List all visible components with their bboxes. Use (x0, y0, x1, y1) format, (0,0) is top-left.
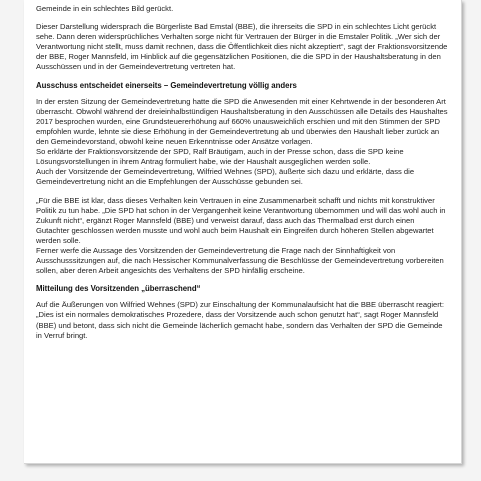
document-page (24, 0, 462, 464)
subheading-2: Mitteilung des Vorsitzenden „überraschend“ (36, 284, 201, 294)
paragraph-1: Dieser Darstellung widersprach die Bürgerliste Bad Emstal (BBE), die ihrerseits die SPD in ein schlechtes Licht gerückt sehe. Dann deren widersprüchliches Verhalten sorge nicht für Vertrauen der Bürger in die Emstaler Politik. „Wer sich der Verantwortung nicht stellt, muss damit rechnen, dass die Öffentlichkeit dies nicht akzeptiert“, sagt der Fraktionsvorsitzende der BBE, Roger Mannsfeld, im Hinblick auf die gegensätzlichen Positionen, die die SPD in der Haushaltsberatung in den Ausschüssen und in der Gemeindevertretung vertreten hat. (36, 22, 448, 72)
paragraph-0: Gemeinde in ein schlechtes Bild gerückt. (36, 4, 174, 13)
article-body (36, 4, 448, 349)
paragraph-3: So erklärte der Fraktionsvorsitzende der SPD, Ralf Bräutigam, auch in der Presse schon, dass die SPD keine Lösungsvorstellungen in ihrem Antrag formuliert habe, wie der Haushalt ausgeglichen werden solle. (36, 147, 404, 167)
subheading-1: Ausschuss entscheidet einerseits – Gemeindevertretung völlig anders (36, 80, 297, 90)
paragraph-5: „Für die BBE ist klar, dass dieses Verhalten kein Vertrauen in eine Zusammenarbeit schafft und nichts mit konstruktiver Politik zu tun habe. „Die SPD hat schon in der Vergangenheit keine Verantwortung übernommen und will das wohl auch in Zukunft nicht“, ergänzt Roger Mannsfeld (BBE) und verweist darauf, dass auch das Thermalbad erst durch einen Gutachter geschlossen werden musste und wohl auch beim Haushalt ein Eingreifen durch höheren Stellen abgewartet werden solle. (36, 195, 446, 245)
paragraph-6: Ferner werfe die Aussage des Vorsitzenden der Gemeindevertretung die Frage nach der Sinnhaftigkeit von Ausschusssitzungen auf, die nach Hessischer Kommunalverfassung die Beschlüsse der Gemeindevertretung vorbereiten sollen, aber deren Arbeit angesichts des Verhaltens der SPD hinfällig erscheine. (36, 245, 444, 276)
paragraph-7: Auf die Äußerungen von Wilfried Wehnes (SPD) zur Einschaltung der Kommunalaufsicht hat die BBE überrascht reagiert: „Dies ist ein normales demokratisches Prozedere, dass der Vorsitzende auch schon genutzt hat“, sagt Roger Mannsfeld (BBE) und betont, dass sich nicht die Gemeinde lächerlich gemacht habe, sondern das Verhalten der SPD die Gemeinde in Verruf bringt. (36, 300, 445, 340)
paragraph-4: Auch der Vorsitzende der Gemeindevertretung, Wilfried Wehnes (SPD), äußerte sich dazu und erklärte, dass die Gemeindevertretung nicht an die Empfehlungen der Ausschüsse gebunden sei. (36, 167, 415, 187)
paragraph-2: In der ersten Sitzung der Gemeindevertretung hatte die SPD die Anwesenden mit einer Kehrtwende in der besonderen Art überrascht. Obwohl während der dreieinhalbstündigen Haushaltsberatung in den Ausschüssen alle Details des Haushaltes 2017 besprochen wurden, eine Grundsteuererhöhung auf 660% unausweichlich erschien und mit den Stimmen der SPD empfohlen wurde, lehnte sie diese Erhöhung in der Gemeindevertretung ab und überwies den Haushalt lieber zurück an den Gemeindevorstand, obwohl keine neuen Erkenntnisse oder Ansätze vorlagen. (36, 96, 448, 147)
